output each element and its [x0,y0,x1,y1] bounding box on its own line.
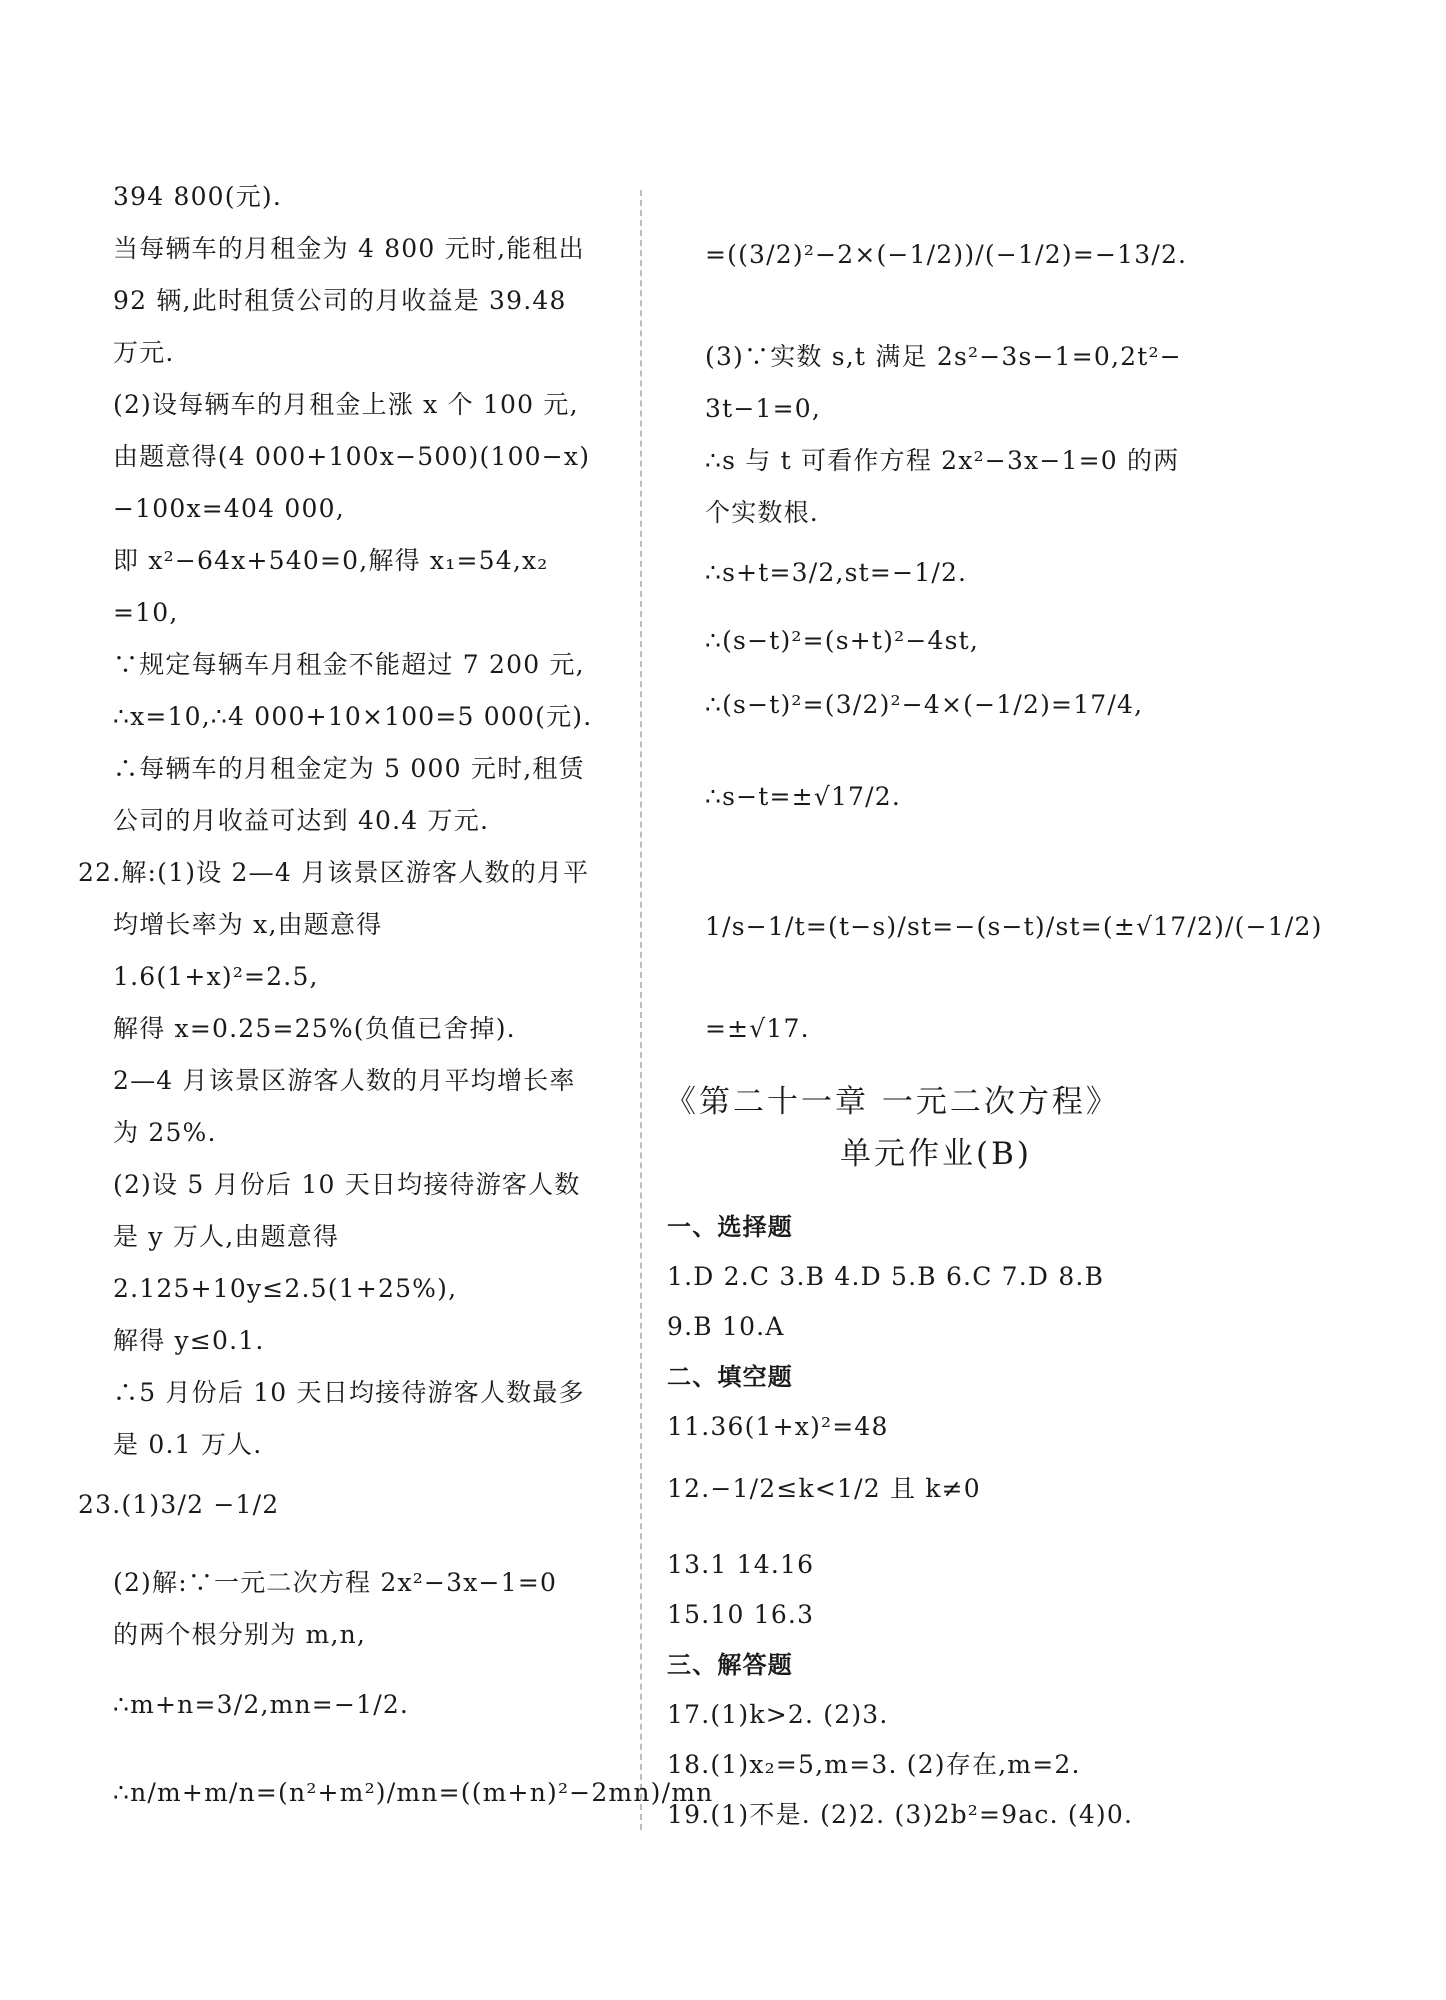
section-heading: 三、解答题 [667,1651,793,1679]
formula-line: =±√17. [705,1014,810,1043]
answer-line: 9.B 10.A [667,1312,785,1341]
answer-line: 19.(1)不是. (2)2. (3)2b²=9ac. (4)0. [667,1800,1134,1829]
answer-line: 13.1 14.16 [667,1550,815,1579]
formula-line: =((3/2)²−2×(−1/2))/(−1/2)=−13/2. [705,240,1188,269]
formula-line: ∴m+n=3/2,mn=−1/2. [113,1690,410,1719]
formula-line: ∴s+t=3/2,st=−1/2. [705,558,968,587]
question-23-line: 23.(1)3/2 −1/2 [78,1490,280,1519]
text-line: 由题意得(4 000+100x−500)(100−x) [113,442,591,471]
text-line: 1.6(1+x)²=2.5, [113,962,319,991]
unit-title: 单元作业(B) [840,1136,1032,1172]
text-line: ∴每辆车的月租金定为 5 000 元时,租赁 [113,754,585,783]
formula-line: ∴(s−t)²=(s+t)²−4st, [705,626,980,655]
text-line: =10, [113,598,179,627]
chapter-title: 《第二十一章 一元二次方程》 [665,1084,1120,1120]
answer-line: 18.(1)x₂=5,m=3. (2)存在,m=2. [667,1750,1081,1779]
text-line: 个实数根. [705,498,819,527]
text-line: (2)解:∵一元二次方程 2x²−3x−1=0 [113,1568,558,1597]
text-line: ∴5 月份后 10 天日均接待游客人数最多 [113,1378,585,1407]
section-heading: 一、选择题 [667,1213,793,1241]
text-line: (2)设每辆车的月租金上涨 x 个 100 元, [113,390,579,419]
text-line: ∴x=10,∴4 000+10×100=5 000(元). [113,702,593,731]
answer-line: 12.−1/2≤k<1/2 且 k≠0 [667,1474,981,1503]
answer-line: 17.(1)k>2. (2)3. [667,1700,889,1729]
text-line: 均增长率为 x,由题意得 [113,910,383,939]
text-line: 即 x²−64x+540=0,解得 x₁=54,x₂ [113,546,549,575]
text-line: ∴s 与 t 可看作方程 2x²−3x−1=0 的两 [705,446,1180,475]
text-line: 3t−1=0, [705,394,822,423]
text-line: (3)∵实数 s,t 满足 2s²−3s−1=0,2t²− [705,342,1182,371]
text-line: −100x=404 000, [113,494,345,523]
answer-line: 1.D 2.C 3.B 4.D 5.B 6.C 7.D 8.B [667,1262,1105,1291]
text-line: 当每辆车的月租金为 4 800 元时,能租出 [113,234,585,263]
text-line: 92 辆,此时租赁公司的月收益是 39.48 [113,286,567,315]
formula-line: ∴(s−t)²=(3/2)²−4×(−1/2)=17/4, [705,690,1144,719]
text-line: 万元. [113,338,175,367]
text-line: 是 0.1 万人. [113,1430,263,1459]
text-line: 是 y 万人,由题意得 [113,1222,340,1251]
answer-line: 11.36(1+x)²=48 [667,1412,889,1441]
answer-line: 15.10 16.3 [667,1600,815,1629]
formula-line: 1/s−1/t=(t−s)/st=−(s−t)/st=(±√17/2)/(−1/2) [705,912,1323,941]
formula-line: ∴n/m+m/n=(n²+m²)/mn=((m+n)²−2mn)/mn [113,1778,714,1807]
text-line: 公司的月收益可达到 40.4 万元. [113,806,490,835]
text-line: ∵规定每辆车月租金不能超过 7 200 元, [113,650,585,679]
text-line: 解得 x=0.25=25%(负值已舍掉). [113,1014,516,1043]
text-line: 的两个根分别为 m,n, [113,1620,367,1649]
section-heading: 二、填空题 [667,1363,793,1391]
text-line: 394 800(元). [113,182,283,211]
formula-line: ∴s−t=±√17/2. [705,782,902,811]
text-line: 2.125+10y≤2.5(1+25%), [113,1274,458,1303]
question-22-line: 22.解:(1)设 2—4 月该景区游客人数的月平 [78,858,590,887]
text-line: 2—4 月该景区游客人数的月平均增长率 [113,1066,576,1095]
text-line: 为 25%. [113,1118,217,1147]
text-line: (2)设 5 月份后 10 天日均接待游客人数 [113,1170,581,1199]
text-line: 解得 y≤0.1. [113,1326,265,1355]
column-divider [640,190,642,1830]
